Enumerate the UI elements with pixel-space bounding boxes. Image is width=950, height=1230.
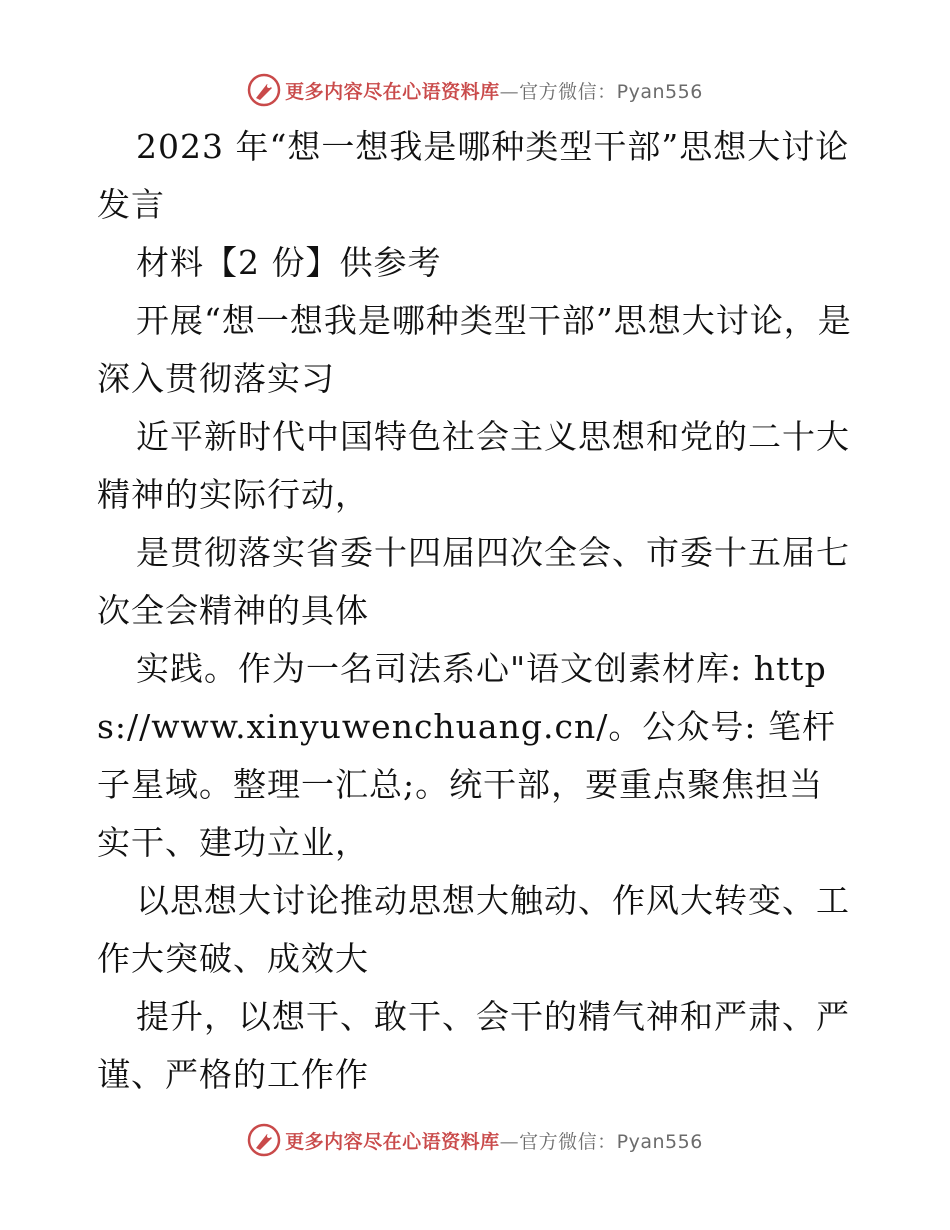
pen-nib-logo-icon [247, 1123, 281, 1157]
document-subtitle: 材料【2 份】供参考 [136, 243, 442, 282]
document-title: 2023 年“想一想我是哪种类型干部”思想大讨论发言 [97, 127, 850, 224]
paragraph: 近平新时代中国特色社会主义思想和党的二十大精神的实际行动， [97, 417, 850, 514]
paragraph: 开展“想一想我是哪种类型干部”思想大讨论，是深入贯彻落实习 [97, 301, 852, 398]
paragraph: 实践。作为一名司法系心"语文创素材库: https://www.xinyuwenchuang.cn/。公众号: 笔杆子星域。整理一汇总;。统干部，要重点聚焦担当实干、建功立业， [97, 649, 836, 862]
paragraph: 以思想大讨论推动思想大触动、作风大转变、工作大突破、成效大 [97, 881, 850, 978]
paragraph: 是贯彻落实省委十四届四次全会、市委十五届七次全会精神的具体 [97, 533, 850, 630]
paragraph: 提升，以想干、敢干、会干的精气神和严肃、严谨、严格的工作作 [97, 997, 850, 1094]
header-banner [0, 70, 950, 110]
document-body [97, 118, 857, 1104]
banner-text: 更多内容尽在心语资料库—官方微信：Pyan556 [285, 80, 703, 103]
footer-banner [0, 1120, 950, 1160]
pen-nib-logo-icon [247, 73, 281, 107]
banner-text: 更多内容尽在心语资料库—官方微信：Pyan556 [285, 1130, 703, 1153]
